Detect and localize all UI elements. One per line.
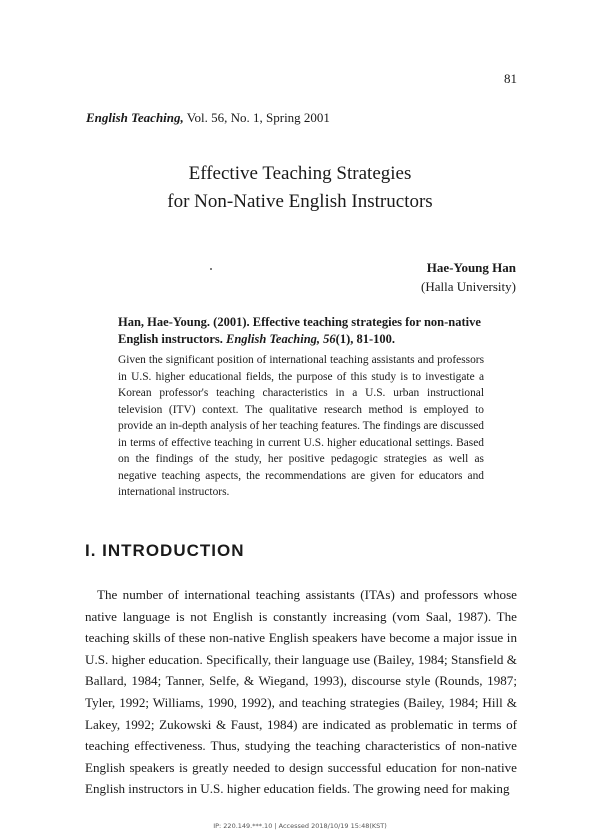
title-line-1: Effective Teaching Strategies: [188, 163, 412, 184]
access-footer: IP: 220.149.***.10 | Accessed 2018/10/19 15:48(KST): [213, 822, 387, 830]
citation: [118, 314, 484, 348]
abstract: Given the significant position of international teaching assistants and professors in U.S. higher educational fields, the purpose of this study is to investigate a Korean professor's teaching characteristics in a U.S. urban instructional television (ITV) context. The qualitative research method is employed to provide an in-depth analysis of her teaching features. The findings are discussed in terms of effective teaching in current U.S. higher educational settings. Based on the findings of the study, her positive pedagogic strategies as well as negative teaching aspects, the recommendations are given for educators and international instructors.: [118, 354, 484, 498]
title-line-2: for Non-Native English Instructors: [167, 191, 433, 212]
speck: [210, 268, 212, 270]
journal-name: English Teaching,: [86, 110, 184, 125]
author-name: Hae-Young Han: [426, 260, 516, 275]
author-block: [421, 258, 516, 296]
body-paragraph: The number of international teaching assistants (ITAs) and professors whose native language is not English is constantly increasing (vom Saal, 1987). The teaching skills of these non-native English speakers have become a major issue in U.S. higher education. Specifically, their language use (Bailey, 1984; Stansfield & Ballard, 1984; Tanner, Selfe, & Wiegand, 1993), discourse style (Rounds, 1987; Tyler, 1992; Williams, 1990, 1992), and teaching strategies (Bailey, 1984; Hill & Lakey, 1992; Zukowski & Faust, 1984) are indicated as problematic in terms of teaching effectiveness. Thus, studying the teaching characteristics of non-native English speakers is greatly needed to design successful education for non-native English instructors in U.S. higher education fields. The growing need for making: [85, 587, 517, 797]
paper-title: [0, 160, 600, 216]
journal-header: [86, 110, 330, 126]
page-number: 81: [504, 71, 517, 86]
citation-journal: English Teaching, 56: [226, 332, 336, 346]
section-heading: I. INTRODUCTION: [85, 541, 245, 560]
citation-tail: (1), 81-100.: [335, 332, 396, 346]
citation-lead: Han, Hae-Young. (2001). Effective teaching strategies for non-native English instructors.: [118, 315, 481, 346]
journal-details: Vol. 56, No. 1, Spring 2001: [183, 110, 330, 125]
author-affiliation: (Halla University): [421, 279, 516, 294]
